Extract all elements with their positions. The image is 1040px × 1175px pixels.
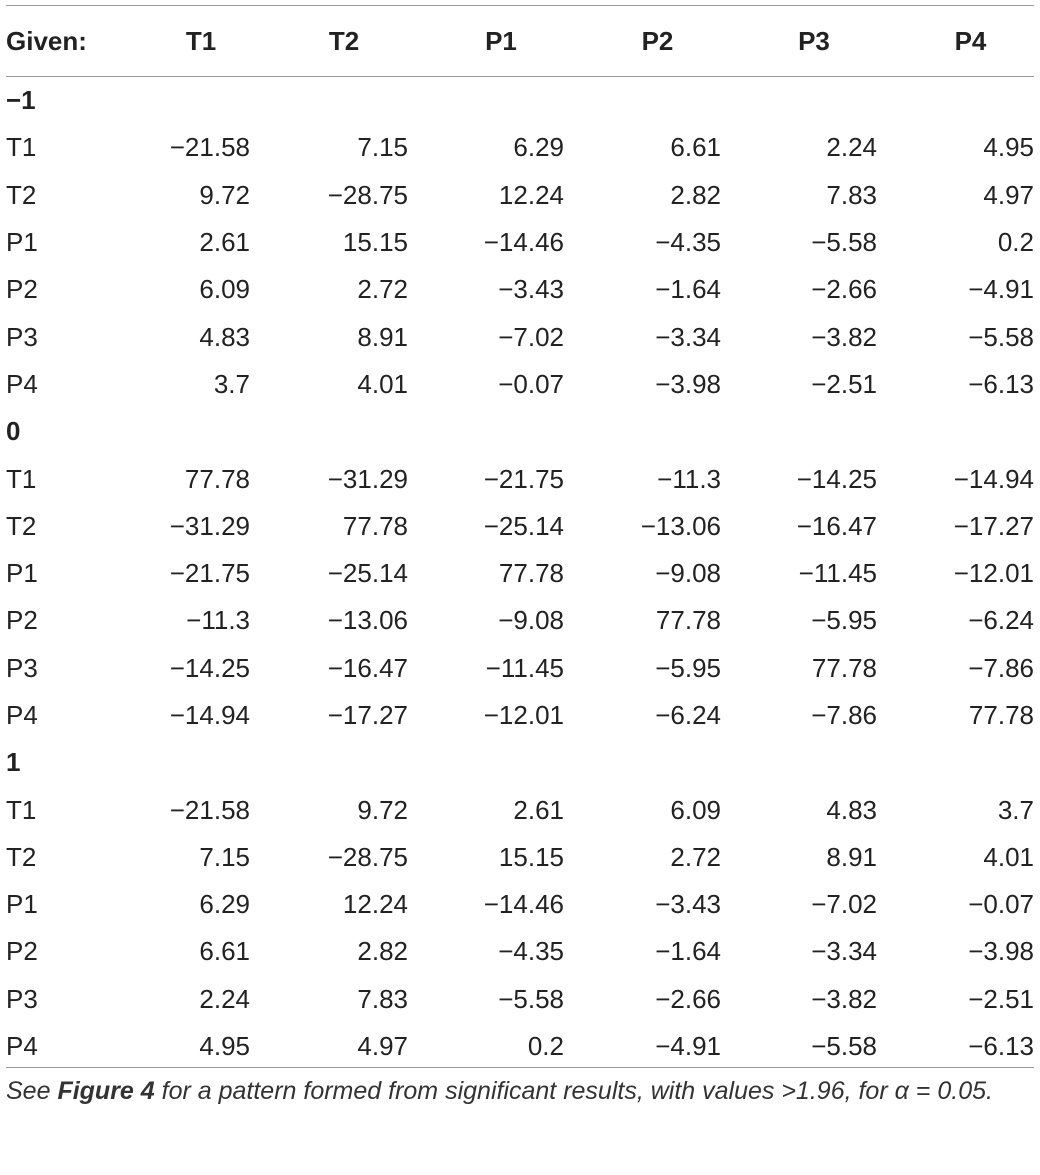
table-row [6,692,1034,739]
table-cell: −4.35 [655,227,721,258]
table-cell: −21.58 [169,794,250,825]
table-cell: 12.24 [342,889,408,920]
table-cell: −2.51 [811,368,877,399]
table-cell: −3.82 [811,321,877,352]
table-row [6,928,1034,975]
table-cell: −5.58 [811,1031,877,1062]
table-cell: −4.91 [655,1031,721,1062]
table-row [6,124,1034,171]
table-cell: −0.07 [968,889,1034,920]
table-cell: 6.61 [199,936,250,967]
table-cell: −2.66 [811,274,877,305]
table-cell: 15.15 [498,841,564,872]
table-cell: 7.15 [199,841,250,872]
table-cell: 2.24 [826,132,877,163]
table-cell: 8.91 [826,841,877,872]
table-cell: −17.27 [953,510,1034,541]
header-p2: P2 [641,25,674,56]
table-cell: 6.29 [199,889,250,920]
group-header-row [6,739,1034,786]
results-table-container [6,0,1034,1070]
table-cell: 77.78 [811,652,877,683]
table-cell: 9.72 [199,179,250,210]
table-header [6,6,1034,77]
table-cell: −11.3 [186,605,250,636]
table-cell: 7.15 [357,132,408,163]
row-label: P3 [6,652,38,683]
table-cell: 12.24 [498,179,564,210]
table-row [6,834,1034,881]
table-cell: −11.45 [485,652,564,683]
table-cell: −12.01 [483,700,564,730]
group-label: 1 [6,747,21,778]
table-cell: 2.61 [513,794,564,825]
table-cell: −3.82 [811,983,877,1014]
table-cell: −31.29 [327,463,408,494]
table-cell: 4.83 [826,794,877,825]
table-cell: −17.27 [327,700,408,730]
table-body [6,77,1034,1071]
table-cell: 4.97 [983,179,1034,210]
table-cell: 2.61 [199,227,250,258]
table-cell: −13.06 [640,510,721,541]
table-cell: −3.43 [655,889,721,920]
table-cell: −14.94 [953,463,1034,494]
table-cell: 6.09 [199,274,250,305]
table-cell: 0.2 [997,227,1034,258]
row-label: T2 [6,841,37,872]
row-label: P4 [6,368,38,399]
row-label: P2 [6,605,38,636]
table-cell: −16.47 [327,652,408,683]
table-cell: −14.46 [483,227,564,258]
header-p1: P1 [485,25,517,56]
table-row [6,881,1034,928]
table-cell: 77.78 [342,510,408,541]
table-cell: −4.35 [498,936,564,967]
table-cell: 77.78 [655,605,721,636]
header-t1: T1 [185,25,217,56]
table-row [6,597,1034,644]
table-cell: 15.15 [342,227,408,258]
header-t2: T2 [328,25,360,56]
group-label: −1 [6,85,36,116]
table-cell: −2.66 [655,983,721,1014]
table-cell: −6.24 [655,700,721,730]
table-cell: −28.75 [327,841,408,872]
row-label: P3 [6,983,38,1014]
table-caption [6,1067,1034,1108]
table-cell: 4.01 [357,368,408,399]
table-cell: −14.94 [169,700,250,730]
table-row [6,550,1034,597]
group-label: 0 [6,416,21,447]
table-row [6,313,1034,360]
row-label: P4 [6,1031,38,1062]
table-cell: 2.82 [670,179,721,210]
table-cell: −13.06 [327,605,408,636]
table-cell: 7.83 [826,179,877,210]
table-cell: 3.7 [213,368,250,399]
row-label: T1 [6,794,37,825]
row-label: P3 [6,321,38,352]
table-cell: 6.09 [670,794,721,825]
table-cell: 2.24 [199,983,250,1014]
table-cell: 6.29 [513,132,564,163]
header-row [6,6,1034,77]
table-row [6,976,1034,1023]
table-row [6,786,1034,833]
table-cell: −0.07 [498,368,564,399]
table-cell: 0.2 [527,1031,564,1062]
table-cell: −2.51 [968,983,1034,1014]
row-label: P4 [6,700,38,730]
table-cell: −21.58 [169,132,250,163]
table-cell: −5.58 [498,983,564,1014]
table-cell: −6.24 [968,605,1034,636]
table-cell: −31.29 [169,510,250,541]
table-cell: −14.25 [169,652,250,683]
table-cell: −28.75 [327,179,408,210]
table-cell: 77.78 [184,463,250,494]
table-row [6,1023,1034,1070]
table-cell: −6.13 [968,1031,1034,1062]
table-cell: 2.72 [670,841,721,872]
table-cell: −3.34 [811,936,877,967]
row-label: T1 [6,463,37,494]
table-cell: 4.01 [983,841,1034,872]
row-label: P2 [6,274,38,305]
table-cell: −1.64 [655,274,721,305]
row-label: P1 [6,227,38,258]
table-cell: −7.86 [811,700,877,730]
table-cell: 77.78 [968,700,1034,730]
table-cell: −7.86 [968,652,1034,683]
row-label: P2 [6,936,38,967]
table-cell: −14.46 [483,889,564,920]
table-row [6,503,1034,550]
row-label: T1 [6,132,37,163]
row-label: P1 [6,889,38,920]
table-row [6,455,1034,502]
table-cell: −4.91 [968,274,1034,305]
header-given: Given: [6,25,87,56]
caption-text: for a pattern formed from significant results, with values >1.96, for α = 0.05. [154,1077,993,1105]
caption-prefix: See [6,1077,58,1105]
table-cell: −5.95 [811,605,877,636]
table-cell: 4.83 [199,321,250,352]
header-p3: P3 [798,25,830,56]
table-cell: −7.02 [498,321,564,352]
row-label: T2 [6,179,37,210]
group-header-row [6,408,1034,455]
table-cell: −25.14 [483,510,564,541]
table-cell: 2.82 [357,936,408,967]
table-row [6,172,1034,219]
table-cell: −1.64 [655,936,721,967]
table-cell: 4.95 [199,1031,250,1062]
table-cell: −9.08 [498,605,564,636]
table-cell: −3.98 [968,936,1034,967]
table-cell: 77.78 [498,558,564,589]
caption-figure-ref: Figure 4 [57,1077,155,1105]
group-header-row [6,77,1034,125]
table-cell: 4.95 [983,132,1034,163]
table-cell: 4.97 [357,1031,408,1062]
table-cell: 6.61 [670,132,721,163]
table-cell: −9.08 [655,558,721,589]
row-label: T2 [6,510,37,541]
table-cell: −12.01 [953,558,1034,589]
table-cell: −21.75 [169,558,250,589]
table-cell: −5.95 [655,652,721,683]
table-cell: −25.14 [327,558,408,589]
table-cell: −5.58 [968,321,1034,352]
table-cell: −3.43 [498,274,564,305]
table-cell: −11.45 [798,558,877,589]
table-row [6,361,1034,408]
table-cell: −16.47 [796,510,877,541]
table-cell: −3.34 [655,321,721,352]
row-label: P1 [6,558,38,589]
table-cell: −5.58 [811,227,877,258]
table-cell: −21.75 [483,463,564,494]
table-cell: 8.91 [357,321,408,352]
header-p4: P4 [954,25,987,56]
table-row [6,645,1034,692]
table-cell: 3.7 [997,794,1034,825]
table-cell: −11.3 [657,463,721,494]
table-cell: −7.02 [811,889,877,920]
table-cell: −14.25 [796,463,877,494]
table-cell: −3.98 [655,368,721,399]
table-cell: 9.72 [357,794,408,825]
table-cell: 7.83 [357,983,408,1014]
table-row [6,266,1034,313]
results-table [6,6,1034,1070]
table-cell: −6.13 [968,368,1034,399]
table-cell: 2.72 [357,274,408,305]
table-row [6,219,1034,266]
